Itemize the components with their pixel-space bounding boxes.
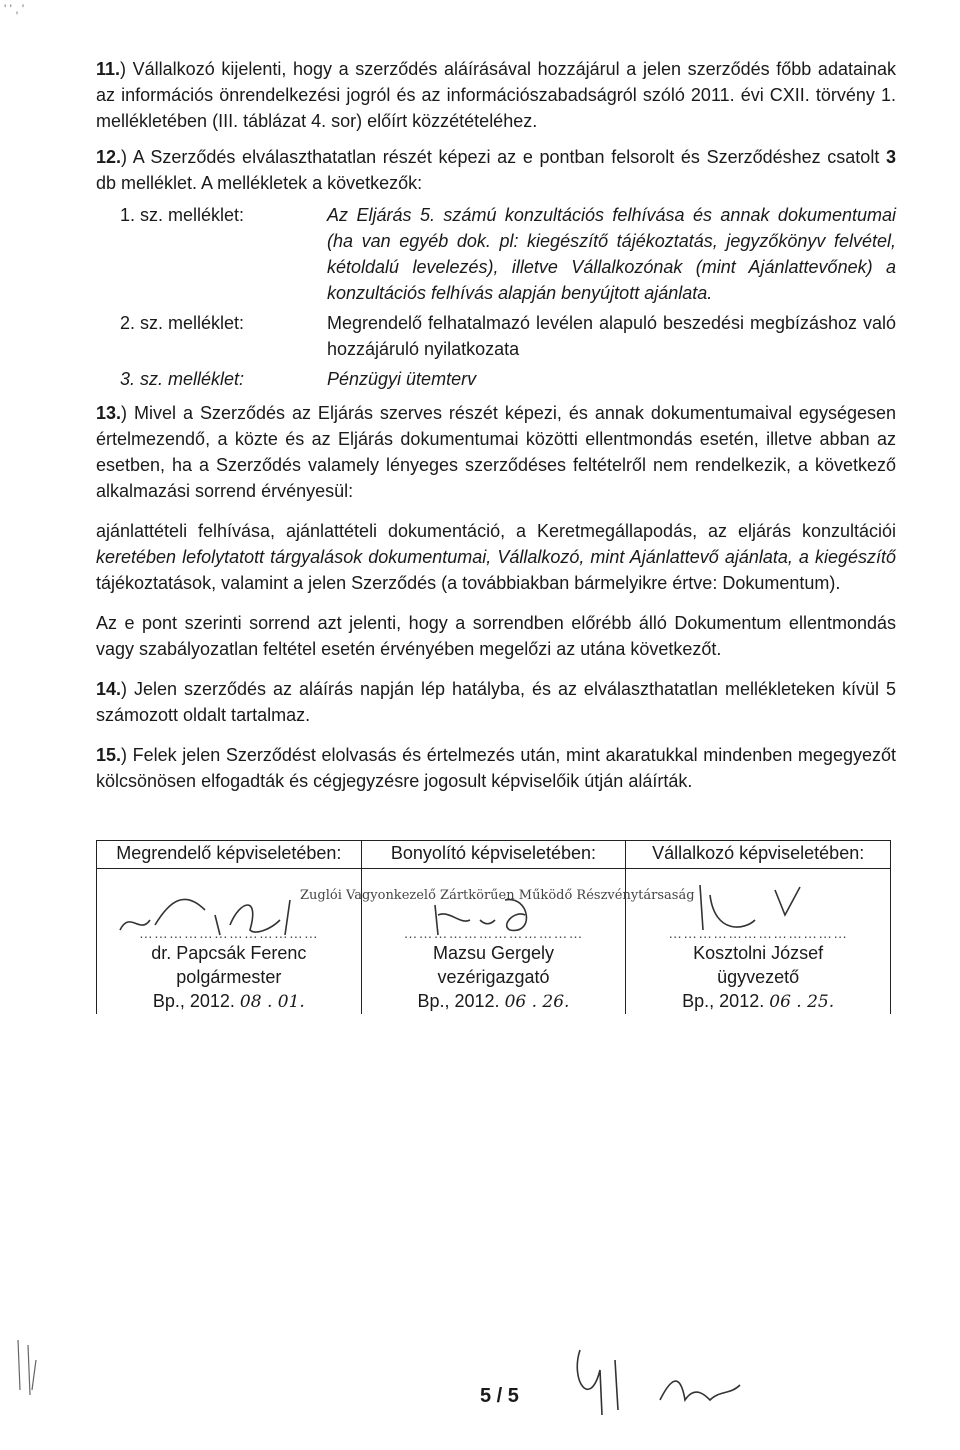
signature-header-contractor: Vállalkozó képviseletében: <box>626 841 891 869</box>
attachment-label: 3. sz. melléklet: <box>120 369 245 389</box>
attachment-count: 3 <box>885 147 896 167</box>
scan-corner-marks: ' ' , ' <box>4 2 25 16</box>
company-stamp: Zuglói Vagyonkezelő Zártkörűen Működő Részvénytársaság <box>300 888 695 903</box>
signature-line: ……………………………… <box>403 925 584 941</box>
order-text-italic: keretében lefolytatott tárgyalások dokumentumai, Vállalkozó, mint Ajánlattevő ajánlata, a kiegészítő <box>96 547 896 567</box>
signatory-name: dr. Papcsák Ferenc <box>151 943 307 963</box>
order-text: tájékoztatások, valamint a jelen Szerződés (a továbbiakban bármelyikre értve: Dokumentum). <box>96 573 841 593</box>
paragraph-number: 12. <box>96 147 122 167</box>
signature-scribble-client <box>110 880 320 940</box>
paragraph-15 <box>96 742 896 794</box>
signature-line: ……………………………… <box>138 925 319 941</box>
paragraph-number: 15. <box>96 745 122 765</box>
attachment-text: Az Eljárás 5. számú konzultációs felhívása és annak dokumentumai (ha van egyéb dok. pl: kiegészítő tájékoztatás, jegyzőkönyv felvétel, kétoldalú levelezés), illetve Vállalkozónak (mint Ajánlattevőnek) a konzultációs felhívás alapján benyújtott ajánlata. <box>327 205 896 303</box>
attachment-list <box>120 202 896 392</box>
paragraph-13 <box>96 400 896 504</box>
paragraph-text: ) A Szerződés elválaszthatatlan részét képezi az e pontban felsorolt és Szerződéshez csatolt <box>121 147 886 167</box>
signatory-name: Mazsu Gergely <box>432 943 554 963</box>
contract-body <box>96 56 896 808</box>
order-text: ajánlattételi felhívása, ajánlattételi dokumentáció, a Keretmegállapodás, az eljárás konzultációi <box>96 521 896 541</box>
paragraph-11 <box>96 56 896 134</box>
signature-date <box>626 989 890 1014</box>
margin-scribble <box>8 1330 48 1400</box>
date-prefix: Bp., 2012. <box>682 991 765 1011</box>
date-prefix: Bp., 2012. <box>152 991 235 1011</box>
paragraph-text: ) Vállalkozó kijelenti, hogy a szerződés aláírásával hozzájárul a jelen szerződés főbb adatainak az információs önrendelkezési jogról és az információszabadságról szóló 2011. évi CXII. törvény 1. mellékletében (III. táblázat 4. sor) előírt közzétételéhez. <box>96 59 896 131</box>
paragraph-number: 11. <box>96 59 121 79</box>
attachment-label: 1. sz. melléklet: <box>120 205 245 225</box>
signature-header-manager: Bonyolító képviseletében: <box>361 841 626 869</box>
attachment-text: Megrendelő felhatalmazó levélen alapuló beszedési megbízáshoz való hozzájáruló nyilatkozata <box>327 313 896 359</box>
order-meaning: Az e pont szerinti sorrend azt jelenti, hogy a sorrendben előrébb álló Dokumentum ellentmondás vagy szabályozatlan feltétel esetén érvényében megelőzi az utána következőt. <box>96 613 896 659</box>
paragraph-text: db melléklet. A mellékletek a következők: <box>96 173 423 193</box>
signature-scribble-contractor <box>685 875 835 940</box>
signatory-role: polgármester <box>176 967 282 987</box>
paragraph-text: ) Mivel a Szerződés az Eljárás szerves részét képezi, és annak dokumentumaival egységesen értelmezendő, a közte és az Eljárás dokumentumai közötti ellentmondás esetén, illetve abban az esetben, ha a Szerződés valamely lényeges szerződéses feltételről nem rendelkezik, a következő alkalmazási sorrend érvényesül: <box>96 403 896 501</box>
signatory-name: Kosztolni József <box>693 943 824 963</box>
attachment-item <box>120 366 896 392</box>
attachment-item <box>120 310 896 362</box>
paragraph-12 <box>96 144 896 196</box>
signature-date <box>362 989 626 1014</box>
signatory-role: ügyvezető <box>717 967 800 987</box>
handwritten-date: 06 . 26. <box>504 992 570 1012</box>
paragraph-text: ) Felek jelen Szerződést elolvasás és értelmezés után, mint akaratukkal mindenben megegyezőt kölcsönösen elfogadták és cégjegyzésre jogosult képviselőik útján aláírták. <box>96 745 896 791</box>
page-number: 5 / 5 <box>480 1385 519 1407</box>
signature-line: ……………………………… <box>668 925 849 941</box>
initials-scribble <box>560 1340 750 1420</box>
paragraph-number: 13. <box>96 403 122 423</box>
signature-date <box>97 989 361 1014</box>
priority-order <box>96 518 896 596</box>
paragraph-number: 14. <box>96 679 122 699</box>
attachment-label: 2. sz. melléklet: <box>120 313 245 333</box>
attachment-item <box>120 202 896 306</box>
paragraph-text: ) Jelen szerződés az aláírás napján lép hatályba, és az elválaszthatatlan mellékleteken kívül 5 számozott oldalt tartalmaz. <box>96 679 896 725</box>
signature-header-client: Megrendelő képviseletében: <box>97 841 362 869</box>
signature-scribble-manager <box>420 885 570 945</box>
paragraph-14 <box>96 676 896 728</box>
handwritten-date: 08 . 01. <box>239 992 305 1012</box>
attachment-text: Pénzügyi ütemterv <box>327 369 477 389</box>
handwritten-date: 06 . 25. <box>769 992 835 1012</box>
signatory-role: vezérigazgató <box>437 967 550 987</box>
date-prefix: Bp., 2012. <box>417 991 500 1011</box>
